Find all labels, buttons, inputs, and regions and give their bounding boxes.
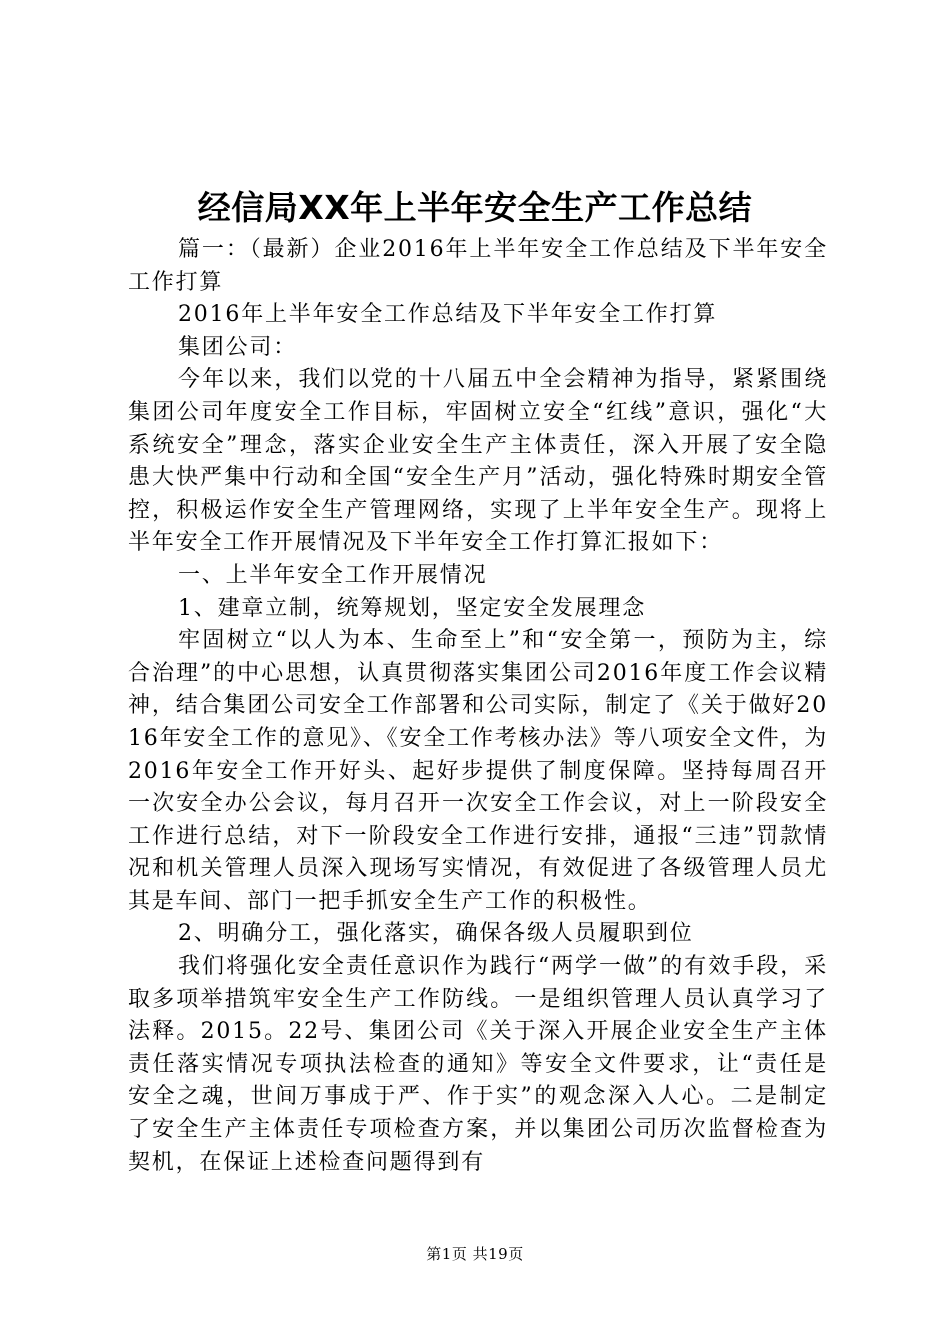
body-paragraph: 集团公司： bbox=[178, 334, 298, 360]
section-heading: 一、上半年安全工作开展情况 bbox=[178, 562, 488, 588]
subsection-heading: 2、明确分工，强化落实，确保各级人员履职到位 bbox=[178, 921, 694, 947]
body-paragraph: 今年以来，我们以党的十八届五中全会精神为指导，紧紧围绕集团公司年度安全工作目标，牢固树立安全“红线”意识，强化“大系统安全”理念，落实企业安全生产主体责任，深入开展了安全隐患大快严集中行动和全国“安全生产月”活动，强化特殊时期安全管控，积极运作安全生产管理网络，实现了上半年安全生产。现将上半年安全工作开展情况及下半年安全工作打算汇报如下： bbox=[128, 367, 828, 556]
subsection-heading: 1、建章立制，统筹规划，坚定安全发展理念 bbox=[178, 595, 646, 621]
body-paragraph: 牢固树立“以人为本、生命至上”和“安全第一，预防为主，综合治理”的中心思想，认真贯彻落实集团公司2016年度工作会议精神，结合集团公司安全工作部署和公司实际，制定了《关于做好2016年安全工作的意见》、《安全工作考核办法》等八项安全文件，为2016年安全工作开好头、起好步提供了制度保障。坚持每周召开一次安全办公会议，每月召开一次安全工作会议，对上一阶段安全工作进行总结，对下一阶段安全工作进行安排，通报“三违”罚款情况和机关管理人员深入现场写实情况，有效促进了各级管理人员尤其是车间、部门一把手抓安全生产工作的积极性。 bbox=[128, 628, 828, 914]
body-paragraph: 2016年上半年安全工作总结及下半年安全工作打算 bbox=[178, 302, 718, 328]
body-paragraph: 篇一：（最新）企业2016年上半年安全工作总结及下半年安全工作打算 bbox=[128, 237, 828, 295]
body-paragraph: 我们将强化安全责任意识作为践行“两学一做”的有效手段，采取多项举措筑牢安全生产工作防线。一是组织管理人员认真学习了法释。2015。22号、集团公司《关于深入开展企业安全生产主体责任落实情况专项执法检查的通知》等安全文件要求，让“责任是安全之魂，世间万事成于严、作于实”的观念深入人心。二是制定了安全生产主体责任专项检查方案，并以集团公司历次监督检查为契机，在保证上述检查问题得到有 bbox=[128, 954, 828, 1175]
document-body bbox=[128, 234, 828, 1179]
document-title: 经信局XX年上半年安全生产工作总结 bbox=[197, 188, 753, 227]
page-footer: 第1页 共19页 bbox=[426, 1245, 524, 1263]
